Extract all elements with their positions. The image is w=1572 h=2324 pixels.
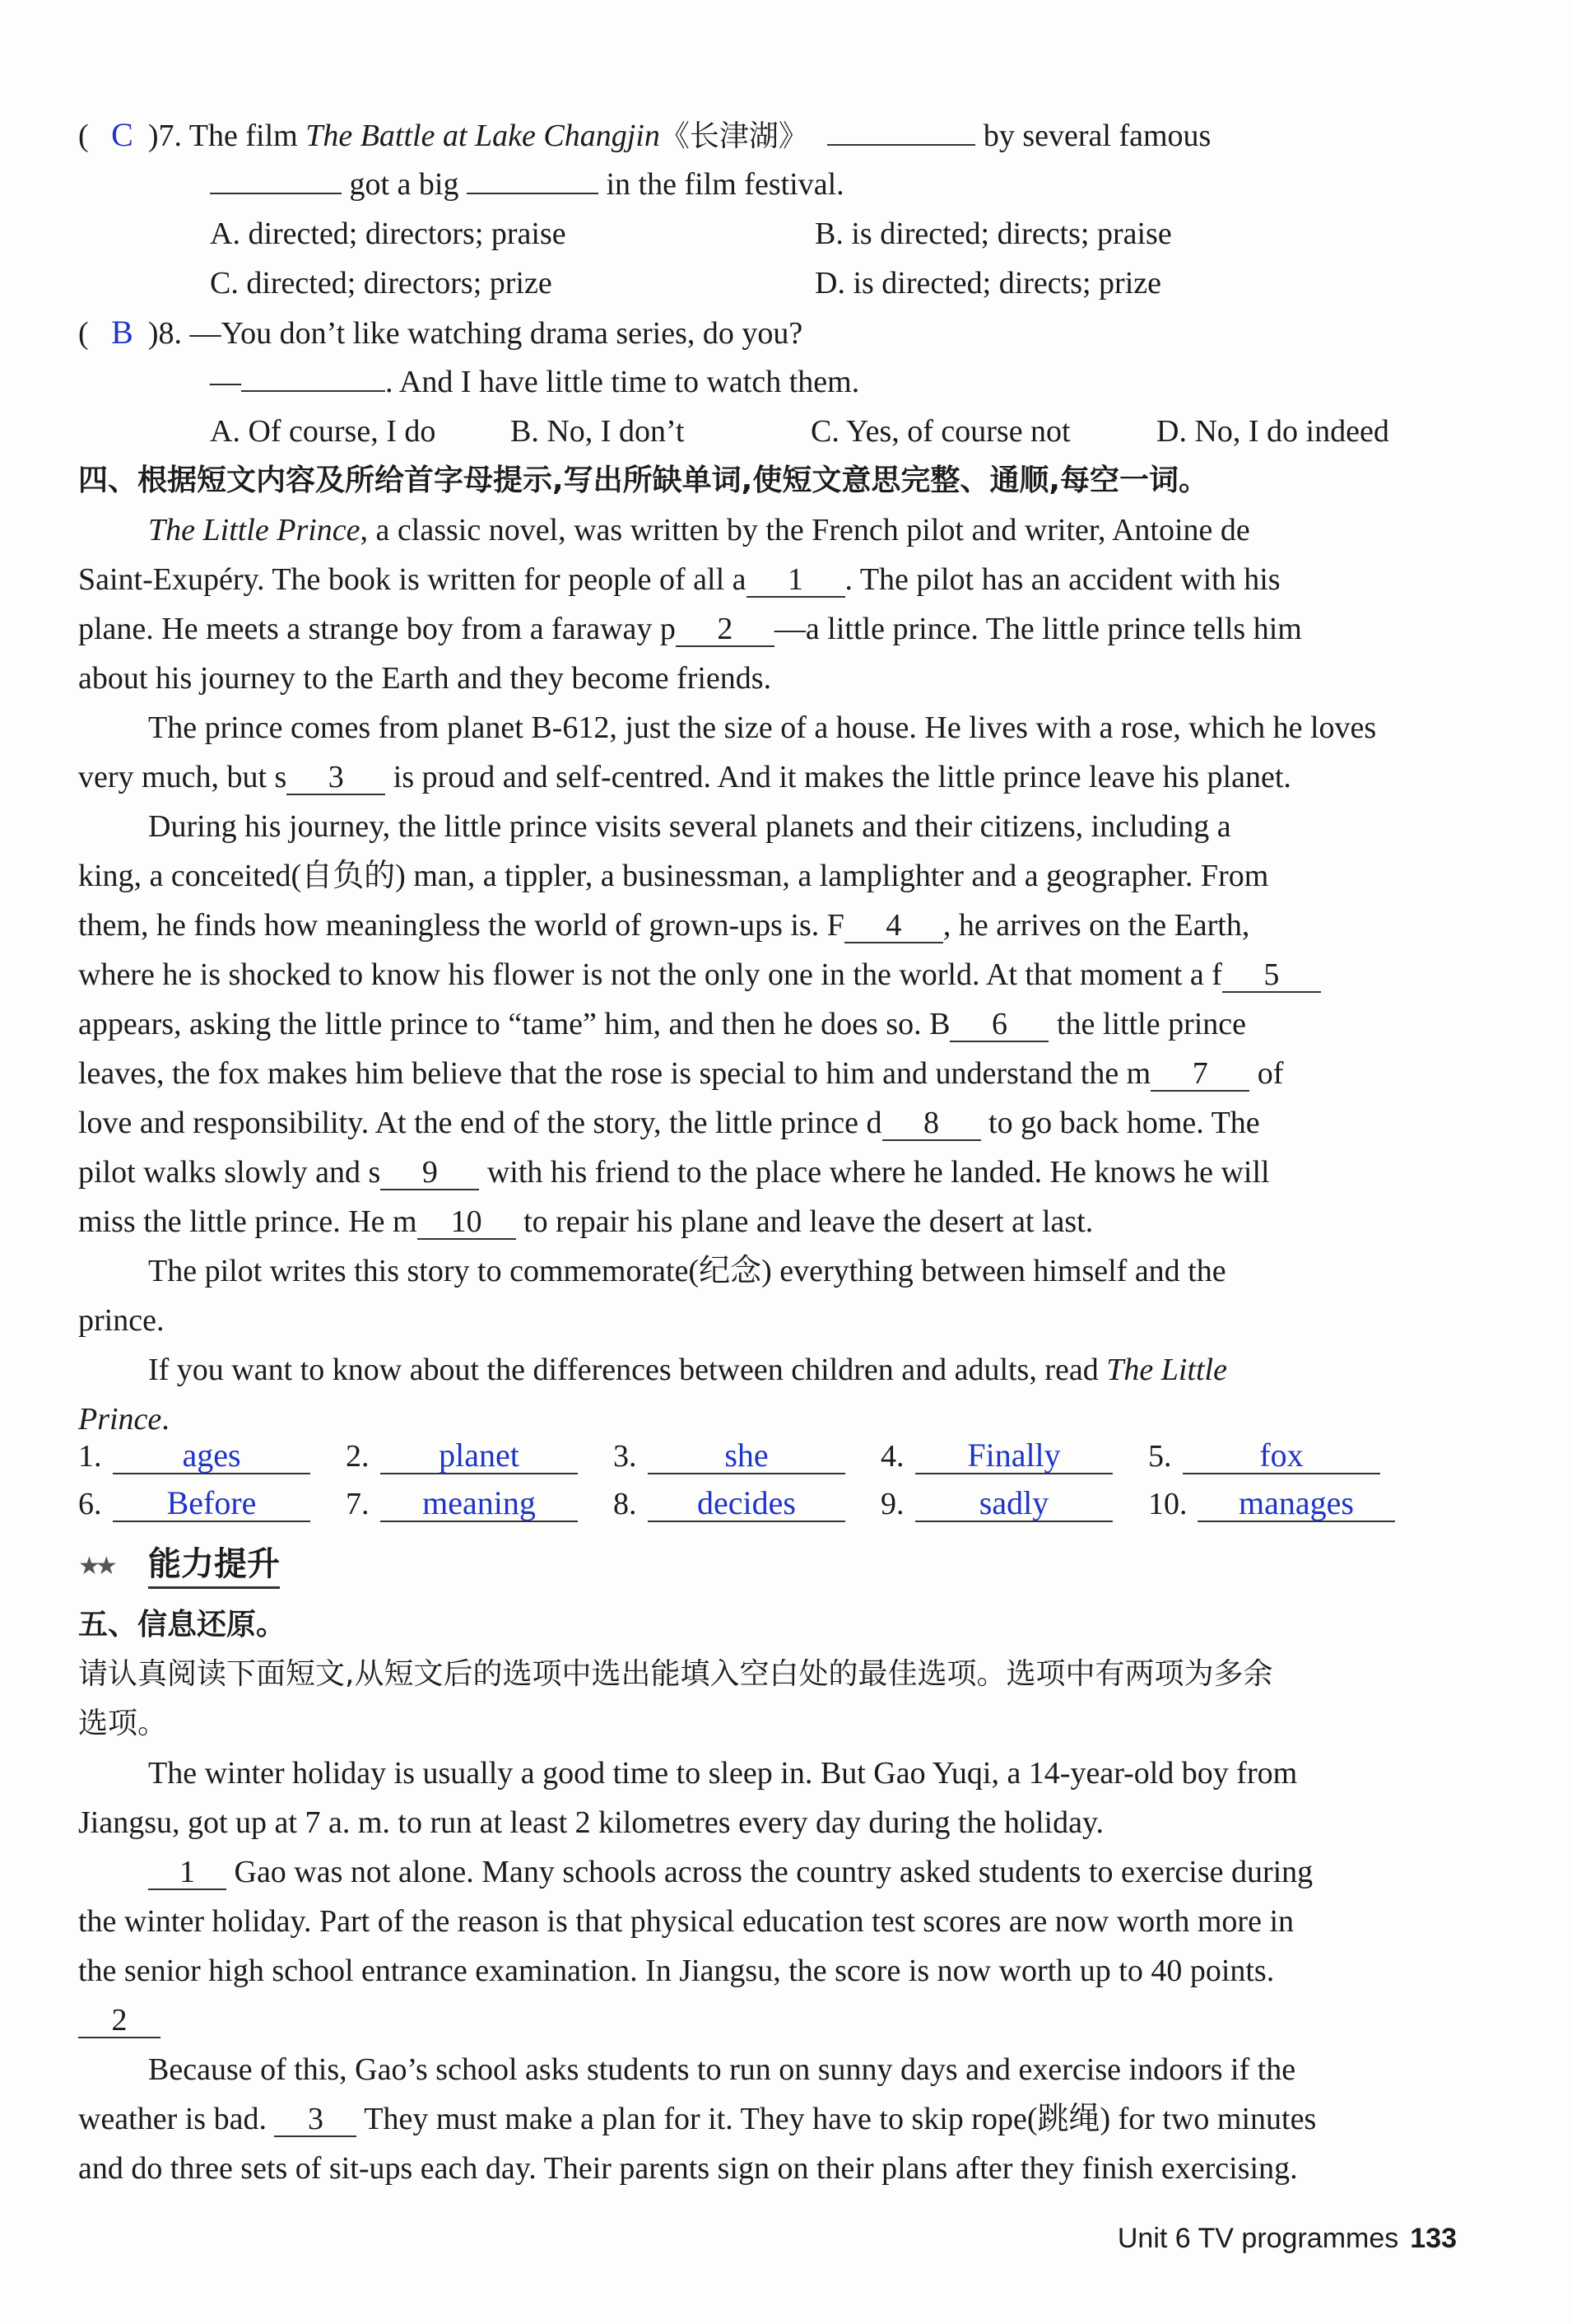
answer-item	[78, 1437, 310, 1476]
answer-number: 4.	[881, 1439, 905, 1474]
passage-line	[78, 757, 1291, 797]
passage-text: . The pilot has an accident with his	[844, 562, 1281, 597]
s5-paragraph-2c: the senior high school entrance examination. In Jiangsu, the score is now worth up to 40 points.	[78, 1954, 1275, 1988]
passage-text: to go back home. The	[980, 1106, 1260, 1140]
page-number: 133	[1410, 2223, 1457, 2254]
passage-text: , a classic novel, was written by the French pilot and writer, Antoine de	[360, 513, 1250, 547]
passage-line	[148, 1251, 1226, 1291]
q7-blank-1	[827, 144, 975, 146]
passage-text: love and responsibility. At the end of the story, the little prince d	[78, 1106, 882, 1140]
passage-text: about his journey to the Earth and they become friends.	[78, 661, 772, 696]
s5-paragraph-3b: weather is bad. 3 They must make a plan for it. They have to skip rope(跳绳) for two minutes	[78, 2102, 1317, 2136]
passage-text: the little prince	[1049, 1007, 1247, 1041]
q8-answer: B	[111, 314, 133, 351]
answer-number: 2.	[346, 1439, 370, 1474]
passage-blank: 10	[417, 1205, 516, 1240]
passage-text: king, a conceited(自负的) man, a tippler, a businessman, a lamplighter and a geographer. From	[78, 859, 1269, 893]
page-footer	[1118, 2223, 1457, 2255]
q7-answer: C	[111, 116, 133, 153]
passage-line	[78, 1301, 164, 1340]
passage-text: —a little prince. The little prince tells him	[774, 612, 1302, 646]
answer-fill: Before	[113, 1486, 310, 1522]
answer-number: 1.	[78, 1439, 102, 1474]
passage-text: to repair his plane and leave the desert at last.	[515, 1204, 1094, 1239]
answer-fill: she	[648, 1438, 845, 1474]
passage-line	[148, 807, 1231, 846]
star-icons: ★★	[78, 1553, 113, 1580]
passage-line	[148, 708, 1376, 747]
passage-text: leaves, the fox makes him believe that the rose is special to him and understand the m	[78, 1056, 1151, 1091]
passage-text: Saint-Exupéry. The book is written for people of all a	[78, 562, 746, 597]
answer-fill: decides	[648, 1486, 845, 1522]
answer-number: 8.	[613, 1487, 637, 1521]
passage-text: them, he finds how meaningless the world of grown-ups is. F	[78, 908, 844, 943]
passage-line	[148, 1350, 1227, 1390]
passage-text: very much, but s	[78, 760, 287, 794]
answer-number: 6.	[78, 1487, 102, 1521]
q8-option-d: D. No, I do indeed	[1156, 414, 1389, 449]
q7-option-b: B. is directed; directs; praise	[815, 217, 1172, 251]
s5-paragraph-1a: The winter holiday is usually a good time to sleep in. But Gao Yuqi, a 14-year-old boy from	[148, 1756, 1298, 1791]
q8-option-c: C. Yes, of course not	[811, 414, 1071, 449]
passage-blank: 2	[676, 612, 774, 647]
q7-blank-2	[210, 193, 342, 194]
passage-text: The pilot writes this story to commemorate(纪念) everything between himself and the	[148, 1254, 1226, 1288]
passage-line	[78, 560, 1281, 599]
passage-text: If you want to know about the differences between children and adults, read	[148, 1353, 1107, 1387]
answer-fill: manages	[1198, 1486, 1395, 1522]
passage-line	[78, 1400, 170, 1439]
passage-line	[78, 1054, 1283, 1093]
passage-blank: 3	[286, 761, 385, 795]
s5-blank-1: 1	[148, 1856, 226, 1890]
passage-line	[78, 659, 771, 698]
section5-heading: 五、信息还原。	[78, 1608, 286, 1642]
q7-stem-2: got a big in the film festival.	[210, 165, 844, 204]
passage-text: of	[1249, 1056, 1284, 1091]
s5-paragraph-2d	[78, 2000, 160, 2040]
passage-line	[78, 906, 1249, 945]
passage-text: , he arrives on the Earth,	[942, 908, 1250, 943]
answer-fill: meaning	[380, 1486, 578, 1522]
answer-item	[346, 1437, 578, 1476]
passage-line	[78, 1004, 1246, 1044]
answer-number: 7.	[346, 1487, 370, 1521]
passage-blank: 7	[1151, 1057, 1249, 1092]
passage-blank: 8	[882, 1106, 981, 1141]
q8-option-b: B. No, I don’t	[510, 414, 685, 449]
passage-text: with his friend to the place where he landed. He knows he will	[479, 1155, 1270, 1190]
passage-line	[78, 1103, 1260, 1143]
passage-text: prince.	[78, 1303, 165, 1338]
passage-line	[148, 510, 1250, 550]
passage-text: .	[161, 1402, 170, 1437]
q7-option-a: A. directed; directors; praise	[210, 217, 566, 251]
section5-instruction-1: 请认真阅读下面短文,从短文后的选项中选出能填入空白处的最佳选项。选项中有两项为多余	[78, 1657, 1273, 1691]
s5-paragraph-2a: 1 Gao was not alone. Many schools across the country asked students to exercise during	[148, 1852, 1313, 1892]
passage-text: miss the little prince. He m	[78, 1204, 417, 1239]
passage-text: is proud and self-centred. And it makes the little prince leave his planet.	[385, 760, 1291, 794]
passage-text: where he is shocked to know his flower is not the only one in the world. At that moment a f	[78, 957, 1222, 992]
answer-item	[1148, 1484, 1395, 1524]
answer-item	[881, 1437, 1113, 1476]
q8-blank	[241, 390, 385, 392]
passage-blank: 6	[950, 1008, 1049, 1042]
passage-line	[78, 955, 1321, 994]
passage-blank: 9	[380, 1156, 479, 1190]
passage-text: The prince comes from planet B-612, just the size of a house. He lives with a rose, which he loves	[148, 710, 1377, 745]
q8-stem-2: — . And I have little time to watch them.	[210, 365, 860, 399]
answer-fill: fox	[1183, 1438, 1380, 1474]
q7-option-d: D. is directed; directs; prize	[815, 266, 1162, 300]
passage-text: plane. He meets a strange boy from a faraway p	[78, 612, 676, 646]
ability-section-title: 能力提升	[148, 1538, 280, 1589]
passage-blank: 5	[1222, 958, 1321, 993]
answer-number: 9.	[881, 1487, 905, 1521]
answer-number: 3.	[613, 1439, 637, 1474]
s5-blank-2: 2	[78, 2004, 160, 2038]
book-title: Prince	[78, 1402, 162, 1437]
answer-fill: sadly	[915, 1486, 1113, 1522]
q8-option-a: A. Of course, I do	[210, 414, 436, 449]
answer-fill: Finally	[915, 1438, 1113, 1474]
answer-item	[78, 1484, 310, 1524]
q7-stem: ( C )7. The film The Battle at Lake Changjin《长津湖》 by several famous	[78, 116, 1212, 153]
s5-paragraph-3d: and do three sets of sit-ups each day. Their parents sign on their plans after they finish exercising.	[78, 2151, 1298, 2186]
answer-fill: planet	[380, 1438, 578, 1474]
passage-line	[78, 1153, 1270, 1192]
answer-item	[613, 1437, 845, 1476]
answer-item	[881, 1484, 1113, 1524]
passage-text: During his journey, the little prince visits several planets and their citizens, including a	[148, 809, 1231, 844]
s5-blank-3: 3	[274, 2103, 356, 2137]
passage-line	[78, 856, 1268, 896]
passage-text: pilot walks slowly and s	[78, 1155, 381, 1190]
book-title: The Little Prince	[148, 513, 360, 547]
passage-blank: 1	[746, 563, 845, 598]
section4-heading: 四、根据短文内容及所给首字母提示,写出所缺单词,使短文意思完整、通顺,每空一词。	[78, 463, 1209, 497]
q7-blank-3	[467, 193, 598, 194]
passage-line	[78, 609, 1302, 649]
s5-paragraph-2b: the winter holiday. Part of the reason is that physical education test scores are now worth more in	[78, 1904, 1295, 1939]
passage-blank: 4	[844, 909, 943, 943]
answer-item	[346, 1484, 578, 1524]
answer-number: 10.	[1148, 1487, 1188, 1521]
q8-stem: ( B )8. —You don’t like watching drama series, do you?	[78, 314, 803, 351]
answer-item	[1148, 1437, 1380, 1476]
passage-text: appears, asking the little prince to “tame” him, and then he does so. B	[78, 1007, 951, 1041]
answer-number: 5.	[1148, 1439, 1172, 1474]
answer-item	[613, 1484, 845, 1524]
section5-instruction-2: 选项。	[78, 1707, 168, 1740]
unit-label: Unit 6 TV programmes	[1117, 2223, 1399, 2254]
s5-paragraph-1b: Jiangsu, got up at 7 a. m. to run at least 2 kilometres every day during the holiday.	[78, 1805, 1104, 1840]
s5-paragraph-3a: Because of this, Gao’s school asks students to run on sunny days and exercise indoors if the	[148, 2052, 1296, 2087]
passage-line	[78, 1202, 1093, 1241]
q7-option-c: C. directed; directors; prize	[210, 266, 552, 300]
answer-fill: ages	[113, 1438, 310, 1474]
book-title: The Little	[1106, 1353, 1227, 1387]
